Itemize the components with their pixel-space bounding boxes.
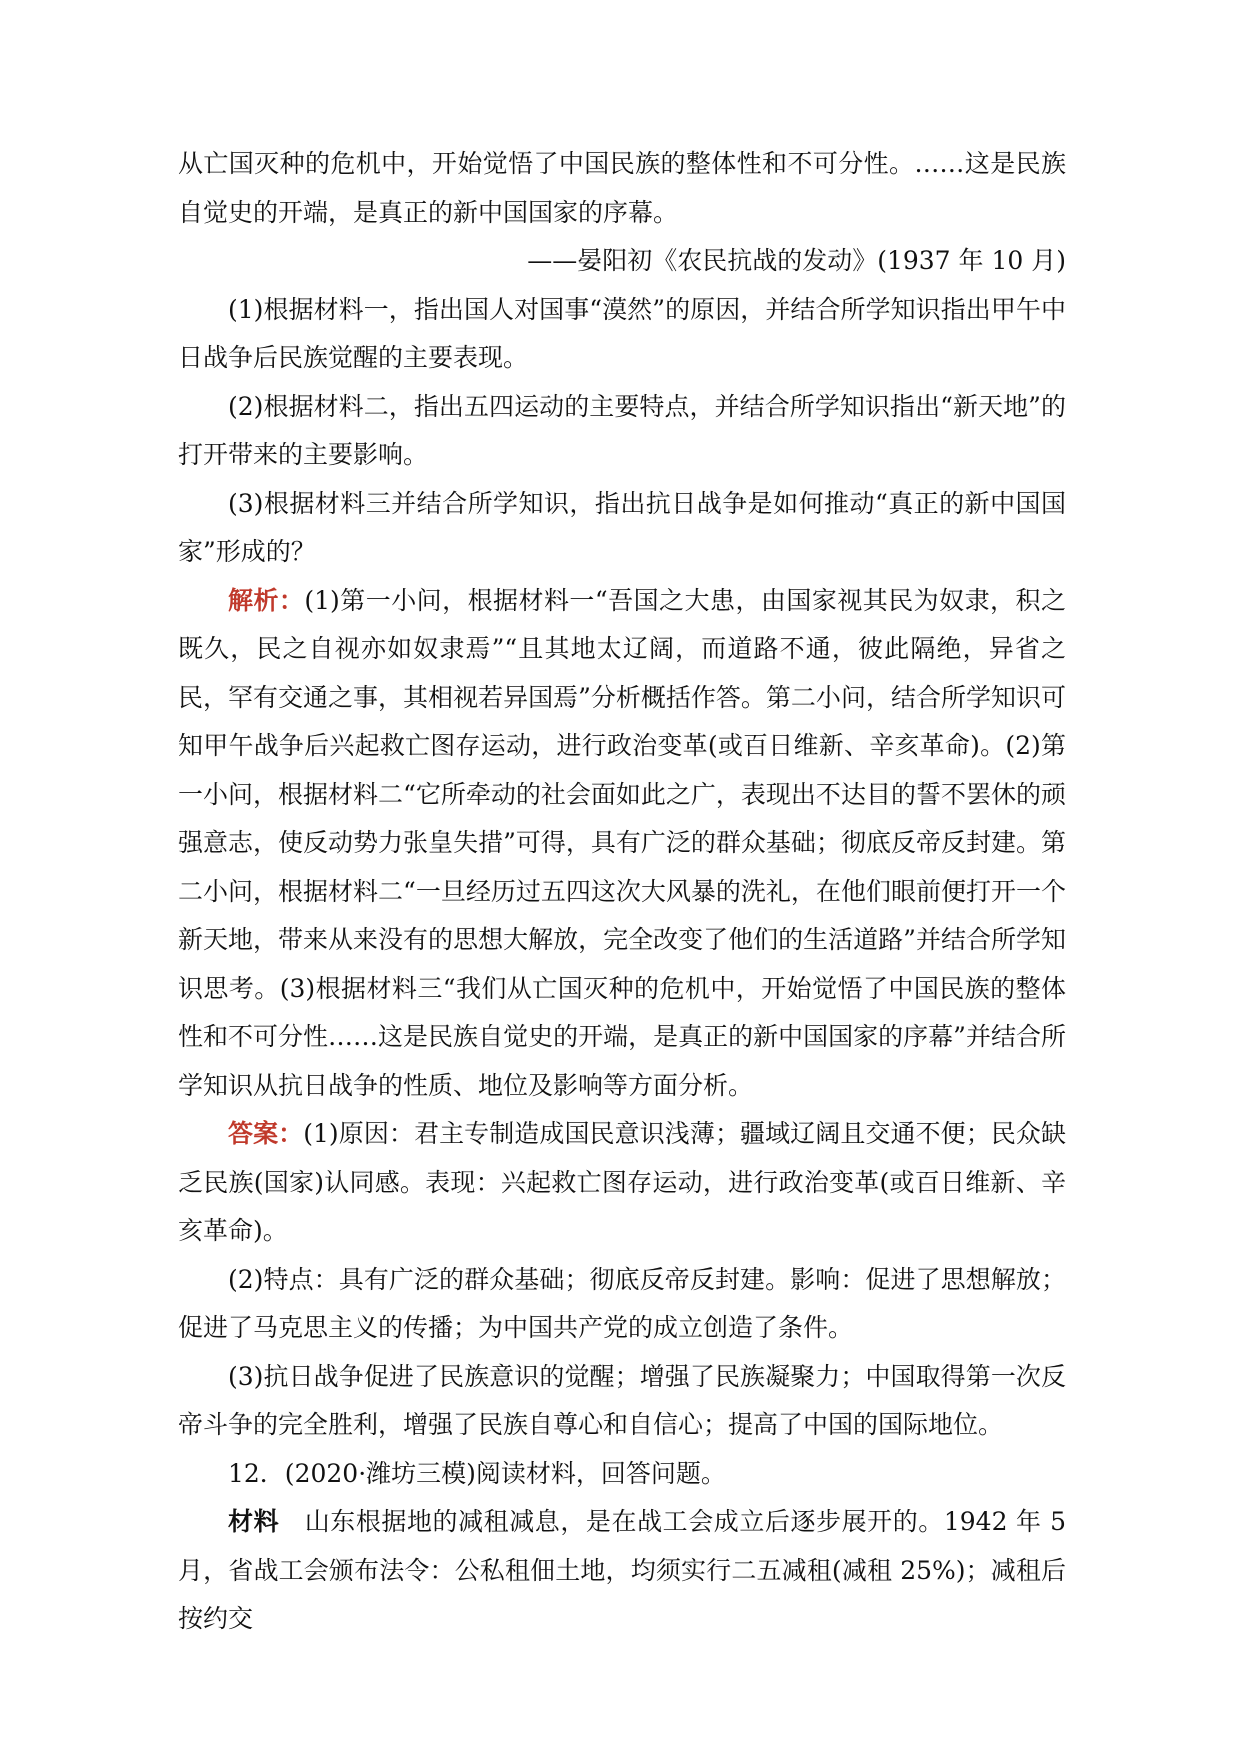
answer-item-2: (2)特点：具有广泛的群众基础；彻底反帝反封建。影响：促进了思想解放；促进了马克思主义的传播；为中国共产党的成立创造了条件。	[178, 1264, 1066, 1342]
material-label: 材料	[228, 1507, 280, 1536]
question-12-material	[178, 1498, 1066, 1644]
answer-item-1-text: (1)原因：君主专制造成国民意识浅薄；疆域辽阔且交通不便；民众缺乏民族(国家)认同感。表现：兴起救亡图存运动，进行政治变革(或百日维新、辛亥革命)。	[178, 1119, 1066, 1245]
answer-item-3: (3)抗日战争促进了民族意识的觉醒；增强了民族凝聚力；中国取得第一次反帝斗争的完全胜利，增强了民族自尊心和自信心；提高了中国的国际地位。	[178, 1361, 1066, 1439]
material-source-citation: ——晏阳初《农民抗战的发动》(1937 年 10 月)	[527, 246, 1066, 275]
document-body	[178, 140, 1066, 1644]
question-3: (3)根据材料三并结合所学知识，指出抗日战争是如何推动“真正的新中国国家”形成的？	[178, 488, 1066, 566]
analysis-paragraph	[178, 577, 1066, 1111]
question-12-title: 12．(2020·潍坊三模)阅读材料，回答问题。	[228, 1458, 726, 1488]
question-1: (1)根据材料一，指出国人对国事“漠然”的原因，并结合所学知识指出甲午中日战争后民族觉醒的主要表现。	[178, 294, 1066, 372]
answer-item-1	[178, 1110, 1066, 1256]
analysis-text: (1)第一小问，根据材料一“吾国之大患，由国家视其民为奴隶，积之既久，民之自视亦如奴隶焉”“且其地太辽阔，而道路不通，彼此隔绝，异省之民，罕有交通之事，其相视若异国焉”分析概括作答。第二小问，结合所学知识可知甲午战争后兴起救亡图存运动，进行政治变革(或百日维新、辛亥革命)。(2)第一小问，根据材料二“它所牵动的社会面如此之广，表现出不达目的誓不罢休的顽强意志，使反动势力张皇失措”可得，具有广泛的群众基础；彻底反帝反封建。第二小问，根据材料二“一旦经历过五四这次大风暴的洗礼，在他们眼前便打开一个新天地，带来从来没有的思想大解放，完全改变了他们的生活道路”并结合所学知识思考。(3)根据材料三“我们从亡国灭种的危机中，开始觉悟了中国民族的整体性和不可分性……这是民族自觉史的开端，是真正的新中国国家的序幕”并结合所学知识从抗日战争的性质、地位及影响等方面分析。	[178, 585, 1066, 1100]
material-text: 山东根据地的减租减息，是在战工会成立后逐步展开的。1942 年 5 月，省战工会颁布法令：公私租佃土地，均须实行二五减租(减租 25%)；减租后按约交	[178, 1507, 1066, 1633]
material-three-continuation: 从亡国灭种的危机中，开始觉悟了中国民族的整体性和不可分性。……这是民族自觉史的开端，是真正的新中国国家的序幕。	[178, 149, 1066, 227]
question-2: (2)根据材料二，指出五四运动的主要特点，并结合所学知识指出“新天地”的打开带来的主要影响。	[178, 391, 1066, 469]
analysis-label: 解析：	[228, 585, 305, 615]
answer-label: 答案：	[228, 1119, 304, 1148]
